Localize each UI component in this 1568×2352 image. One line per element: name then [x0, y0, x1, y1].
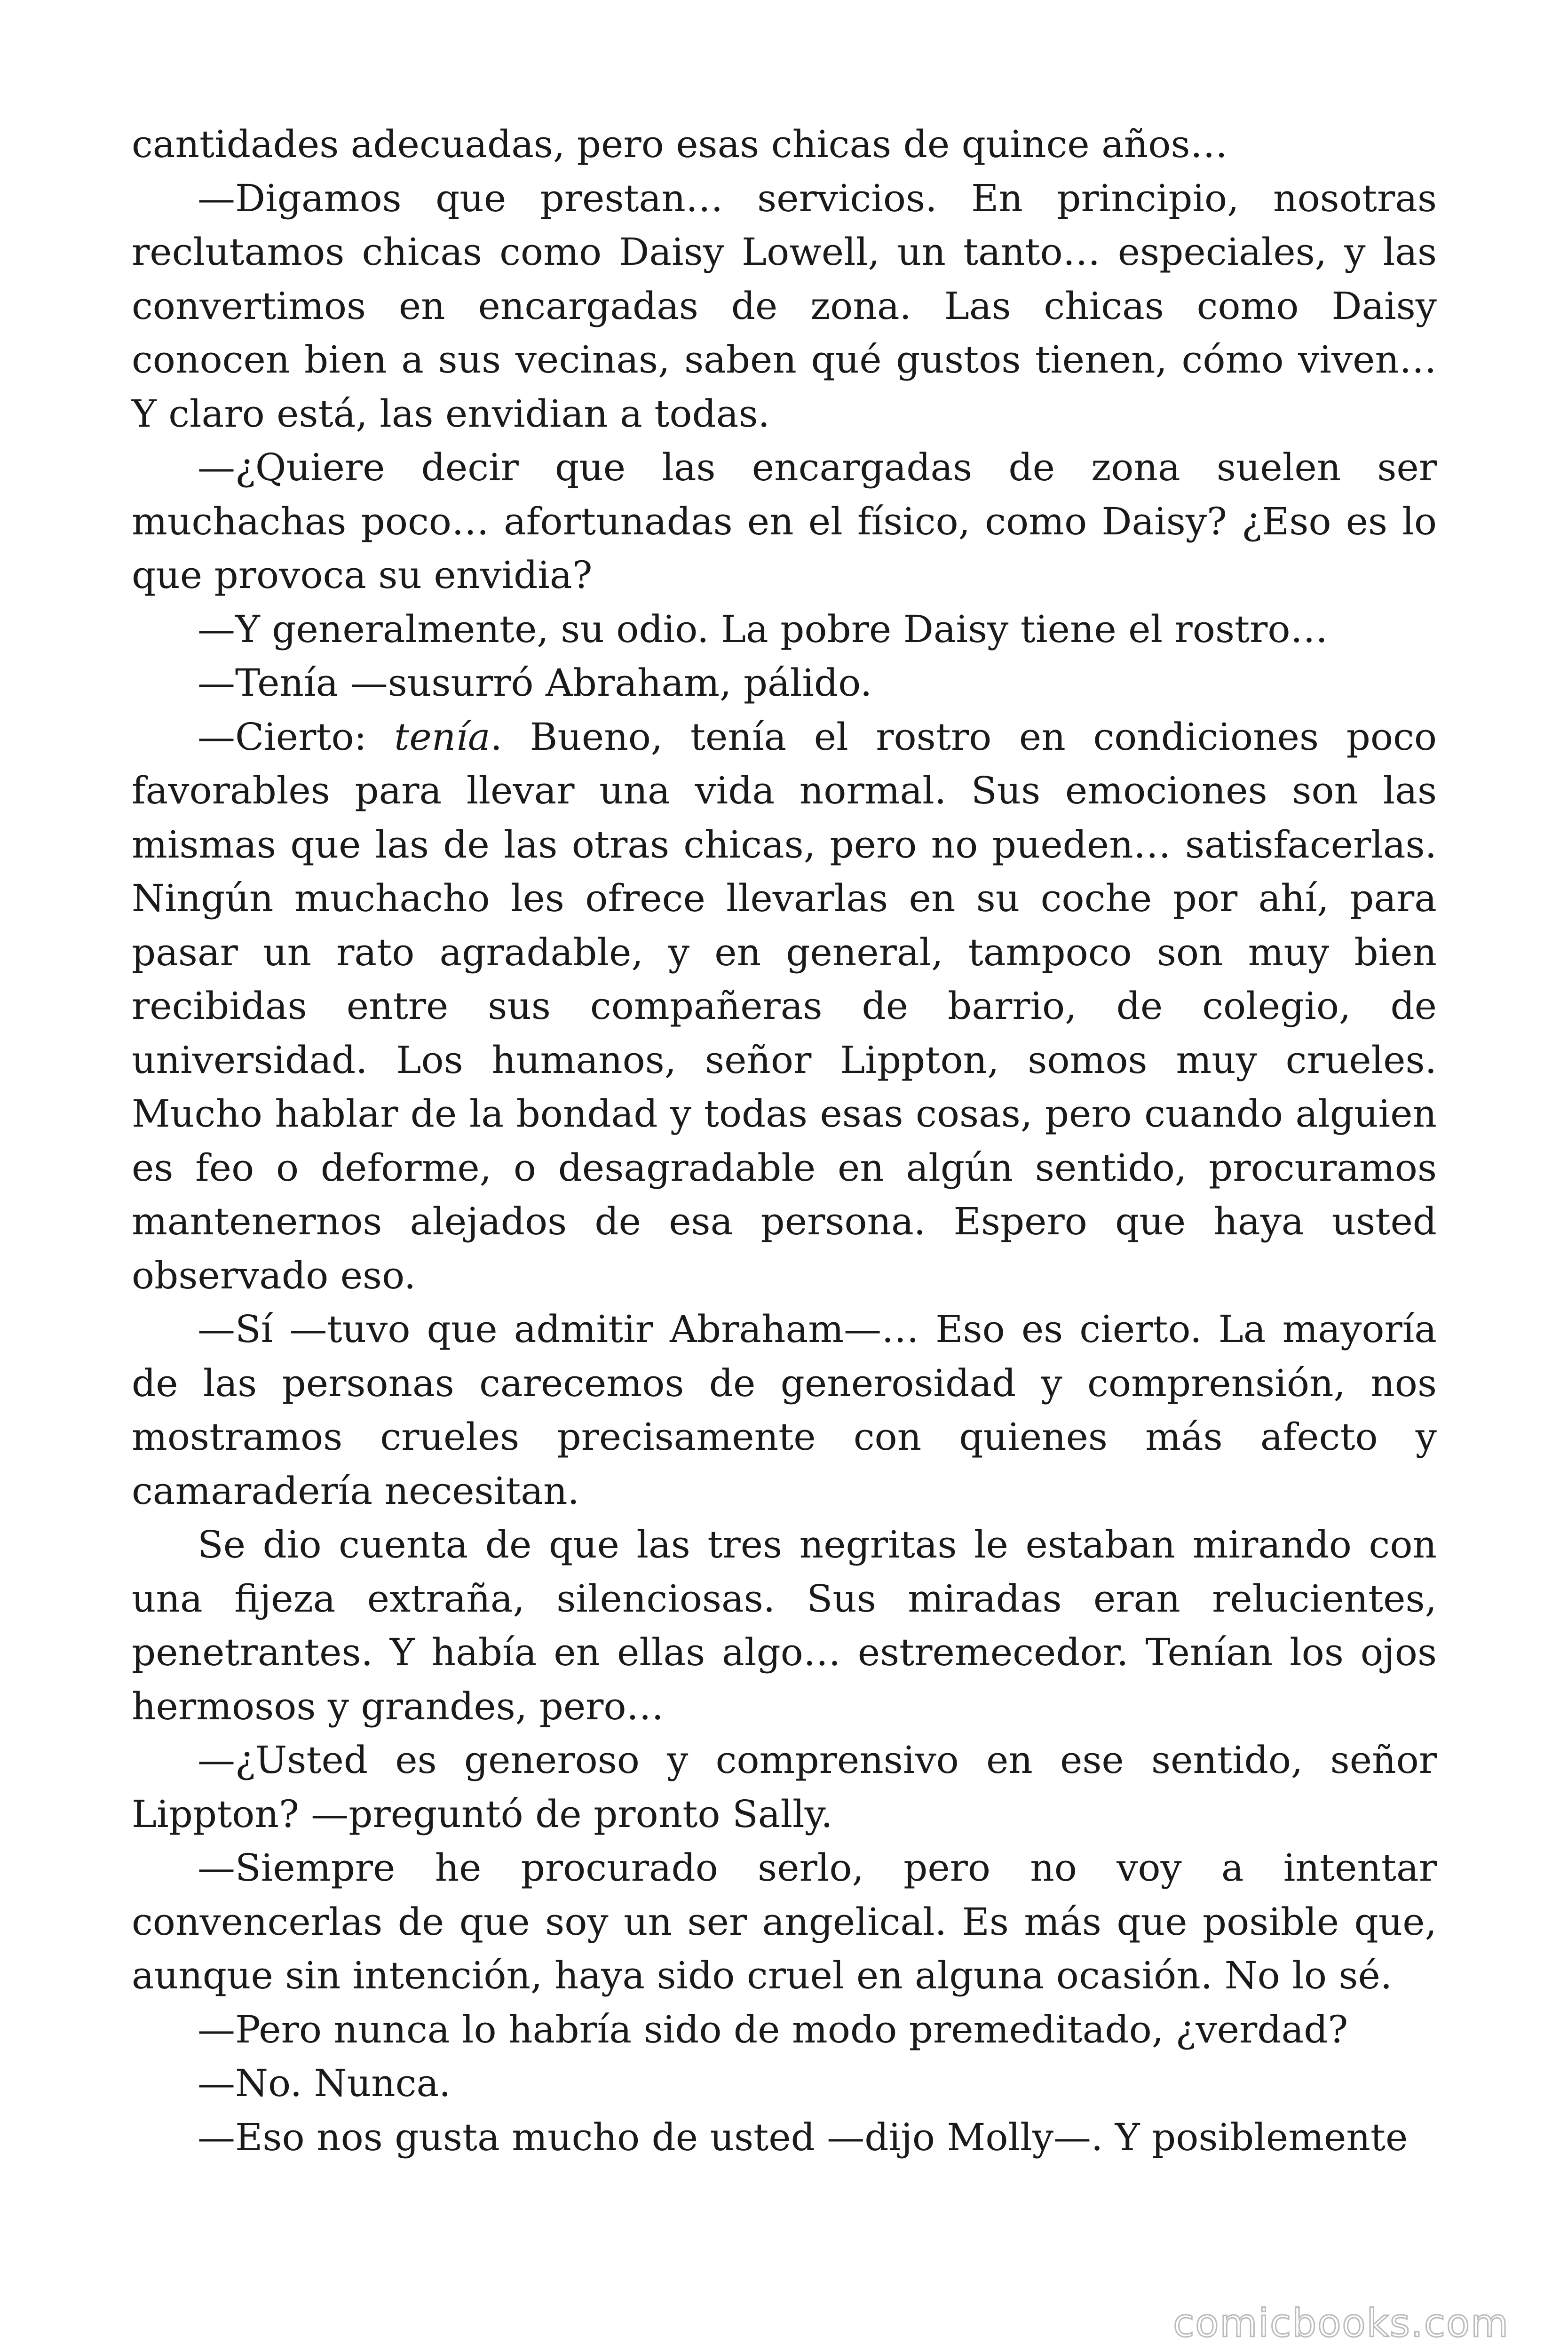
paragraph-9: —¿Usted es generoso y comprensivo en ese sentido, señor Lippton? —preguntó de pronto Sally. — [132, 1738, 1437, 1836]
paragraph-11: —Pero nunca lo habría sido de modo premeditado, ¿verdad? — [198, 2007, 1348, 2051]
paragraph-1: cantidades adecuadas, pero esas chicas de quince años… — [132, 122, 1228, 166]
paragraph-7: —Sí —tuvo que admitir Abraham—… Eso es cierto. La mayoría de las personas carecemos de generosidad y comprensión, nos mostramos crueles precisamente con quienes más afecto y camaradería necesitan. — [132, 1307, 1437, 1513]
paragraph-5: —Tenía —susurró Abraham, pálido. — [198, 661, 872, 705]
paragraph-8: Se dio cuenta de que las tres negritas le estaban mirando con una fijeza extraña, silenciosas. Sus miradas eran relucientes, penetrantes. Y había en ellas algo… estremecedor. Tenían los ojos hermosos y grandes, pero… — [132, 1523, 1437, 1728]
paragraph-12: —No. Nunca. — [198, 2061, 451, 2105]
paragraph-4: —Y generalmente, su odio. La pobre Daisy tiene el rostro… — [198, 607, 1328, 651]
paragraph-6-rest: . Bueno, tenía el rostro en condiciones poco favorables para llevar una vida normal. Sus emociones son las mismas que las de las otras chicas, pero no pueden… satisfacerlas. Ningún muchacho les ofrece llevarlas en su coche por ahí, para pasar un rato agradable, y en general, tampoco son muy bien recibidas entre sus compañeras de barrio, de colegio, de universidad. Los humanos, señor Lippton, somos muy crueles. Mucho hablar de la bondad y todas esas cosas, pero cuando alguien es feo o deforme, o desagradable en algún sentido, procuramos mantenernos alejados de esa persona. Espero que haya usted observado eso. — [132, 715, 1437, 1297]
paragraph-13: —Eso nos gusta mucho de usted —dijo Molly—. Y posiblemente — [198, 2115, 1408, 2159]
paragraph-6 — [132, 710, 1437, 1303]
paragraph-6-italic: tenía — [394, 715, 491, 759]
paragraph-3: —¿Quiere decir que las encargadas de zona suelen ser muchachas poco… afortunadas en el físico, como Daisy? ¿Eso es lo que provoca su envidia? — [132, 445, 1437, 597]
body-text — [132, 118, 1437, 2164]
paragraph-10: —Siempre he procurado serlo, pero no voy a intentar convencerlas de que soy un ser angelical. Es más que posible que, aunque sin intención, haya sido cruel en alguna ocasión. No lo sé. — [132, 1846, 1437, 1997]
paragraph-2: —Digamos que prestan… servicios. En principio, nosotras reclutamos chicas como Daisy Lowell, un tanto… especiales, y las convertimos en encargadas de zona. Las chicas como Daisy conocen bien a sus vecinas, saben qué gustos tienen, cómo viven… Y claro está, las envidian a todas. — [132, 176, 1437, 436]
paragraph-6-lead: —Cierto: — [198, 715, 395, 759]
watermark: comicbooks.com — [1173, 2301, 1509, 2346]
